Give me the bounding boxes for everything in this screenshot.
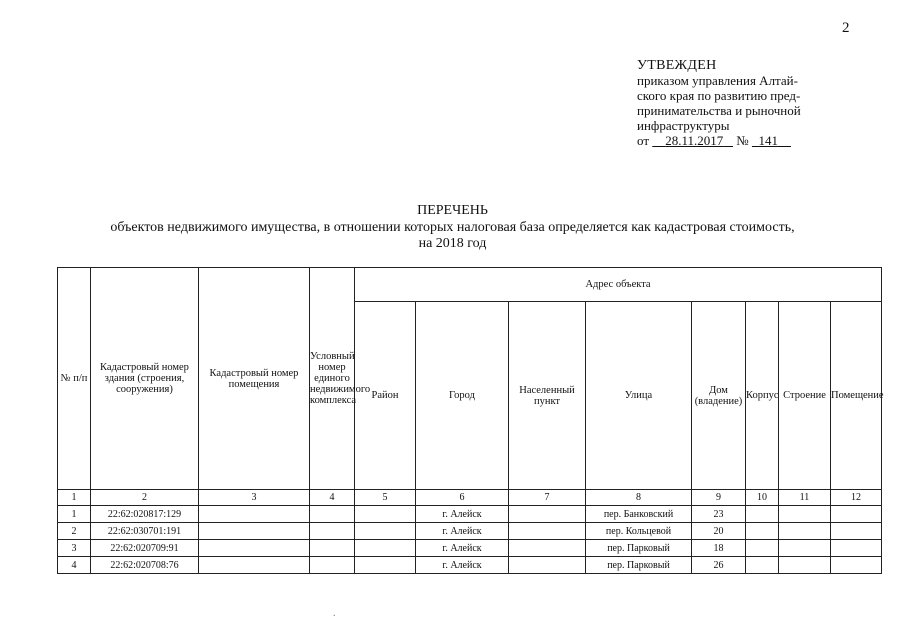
approval-heading: УТВЕЖДЕН (637, 58, 717, 73)
cell-num: 4 (58, 557, 91, 574)
cell-city: г. Алейск (416, 557, 509, 574)
page-number: 2 (842, 20, 850, 36)
approval-line: принимательства и рыночной (637, 103, 801, 118)
cell-building-cadastral: 22:62:030701:191 (91, 523, 199, 540)
cell-building-cadastral: 22:62:020709:91 (91, 540, 199, 557)
column-number: 1 (58, 490, 91, 506)
header-settlement: Населенный пункт (509, 302, 586, 490)
cell-building (779, 523, 831, 540)
cell-street: пер. Парковый (586, 540, 692, 557)
cell-block (746, 506, 779, 523)
cell-settlement (509, 506, 586, 523)
column-number: 9 (692, 490, 746, 506)
cell-house: 23 (692, 506, 746, 523)
table-row (58, 540, 882, 557)
doc-title: ПЕРЕЧЕНЬ (417, 203, 488, 218)
approval-date: 28.11.2017 (665, 133, 724, 148)
cell-complex (310, 523, 355, 540)
cell-room (831, 506, 882, 523)
approval-number: 141 (758, 133, 778, 148)
cell-building-cadastral: 22:62:020817:129 (91, 506, 199, 523)
cell-complex (310, 557, 355, 574)
cell-block (746, 557, 779, 574)
column-number: 7 (509, 490, 586, 506)
header-street: Улица (586, 302, 692, 490)
column-number: 4 (310, 490, 355, 506)
cell-settlement (509, 523, 586, 540)
scan-mark: . (333, 608, 336, 619)
doc-subtitle-year: на 2018 год (418, 236, 487, 251)
header-room: Помещение (831, 302, 882, 490)
cell-building-cadastral: 22:62:020708:76 (91, 557, 199, 574)
approval-line: инфраструктуры (637, 118, 730, 133)
cell-settlement (509, 540, 586, 557)
table-row (58, 557, 882, 574)
number-prefix: № (736, 133, 749, 148)
cell-building (779, 540, 831, 557)
cell-room (831, 540, 882, 557)
header-complex-number: Условный номер единого недвижимого комплекса (310, 268, 355, 490)
cell-complex (310, 506, 355, 523)
cell-city: г. Алейск (416, 506, 509, 523)
cell-district (355, 506, 416, 523)
cell-complex (310, 540, 355, 557)
table-row (58, 523, 882, 540)
cell-premises-cadastral (199, 523, 310, 540)
cell-city: г. Алейск (416, 523, 509, 540)
header-building: Строение (779, 302, 831, 490)
column-number: 10 (746, 490, 779, 506)
header-city: Город (416, 302, 509, 490)
cell-premises-cadastral (199, 540, 310, 557)
property-table (57, 267, 882, 574)
cell-num: 2 (58, 523, 91, 540)
cell-block (746, 540, 779, 557)
header-address-group: Адрес объекта (355, 268, 882, 302)
header-num: № п/п (58, 268, 91, 490)
column-number: 6 (416, 490, 509, 506)
cell-room (831, 557, 882, 574)
cell-premises-cadastral (199, 506, 310, 523)
column-number: 5 (355, 490, 416, 506)
header-district: Район (355, 302, 416, 490)
column-number-row (58, 490, 882, 506)
table-row (58, 506, 882, 523)
column-number: 12 (831, 490, 882, 506)
cell-premises-cadastral (199, 557, 310, 574)
cell-city: г. Алейск (416, 540, 509, 557)
approval-line: ского края по развитию пред- (637, 88, 801, 103)
column-number: 3 (199, 490, 310, 506)
cell-district (355, 540, 416, 557)
doc-subtitle: объектов недвижимого имущества, в отношении которых налоговая база определяется как кадастровая стоимость, (110, 220, 795, 235)
date-prefix: от (637, 133, 650, 148)
header-block: Корпус (746, 302, 779, 490)
cell-district (355, 523, 416, 540)
approval-date-line (637, 133, 887, 148)
column-number: 2 (91, 490, 199, 506)
cell-block (746, 523, 779, 540)
cell-street: пер. Кольцевой (586, 523, 692, 540)
cell-building (779, 506, 831, 523)
cell-num: 1 (58, 506, 91, 523)
cell-settlement (509, 557, 586, 574)
cell-house: 20 (692, 523, 746, 540)
header-premises-cadastral: Кадастровый номер помещения (199, 268, 310, 490)
cell-num: 3 (58, 540, 91, 557)
header-building-cadastral: Кадастровый номер здания (строения, сооружения) (91, 268, 199, 490)
cell-street: пер. Парковый (586, 557, 692, 574)
column-number: 8 (586, 490, 692, 506)
cell-building (779, 557, 831, 574)
cell-house: 26 (692, 557, 746, 574)
approval-line: приказом управления Алтай- (637, 73, 798, 88)
cell-house: 18 (692, 540, 746, 557)
cell-district (355, 557, 416, 574)
cell-street: пер. Банковский (586, 506, 692, 523)
column-number: 11 (779, 490, 831, 506)
cell-room (831, 523, 882, 540)
header-house: Дом (владение) (692, 302, 746, 490)
approval-stamp (637, 58, 887, 148)
